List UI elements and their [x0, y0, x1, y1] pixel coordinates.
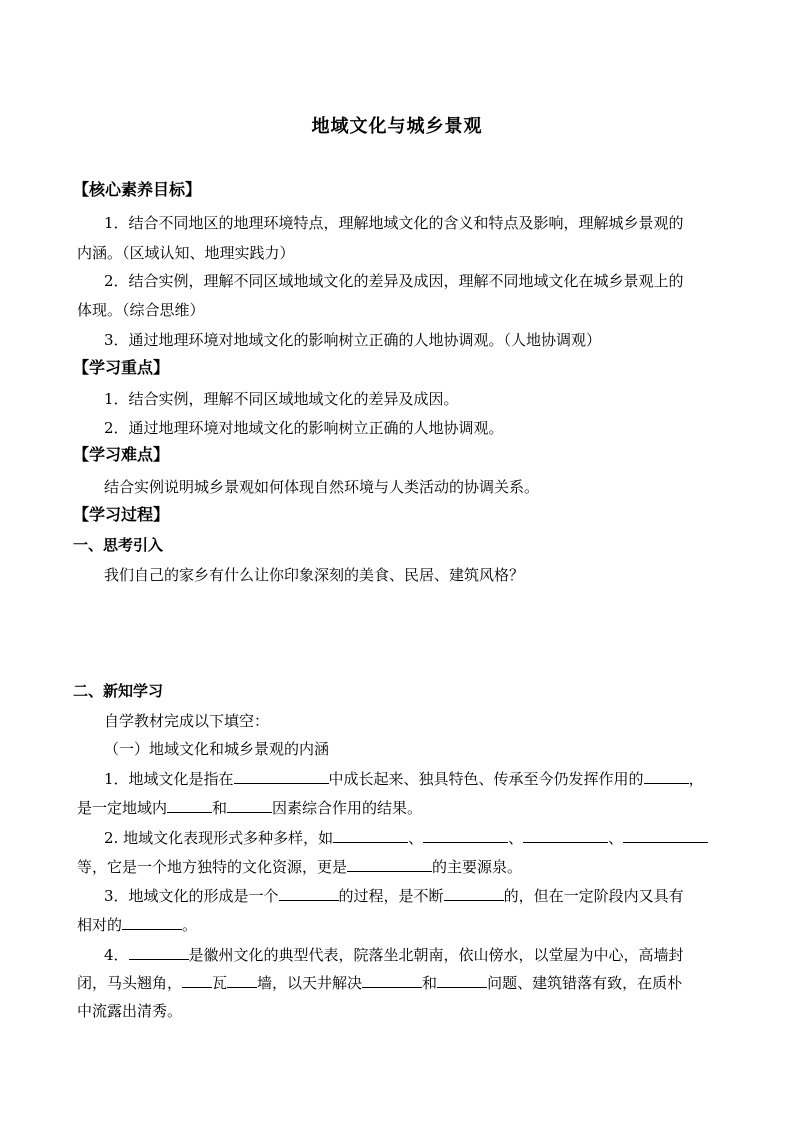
blank[interactable] — [362, 973, 422, 988]
blank[interactable] — [279, 886, 339, 901]
goal-1: 1．结合不同地区的地理环境特点，理解地域文化的含义和特点及影响，理解城乡景观的 — [104, 214, 684, 232]
key-point-2: 2．通过地理环境对地域文化的影响树立正确的人地协调观。 — [104, 419, 504, 437]
heading-key-points: 【学习重点】 — [73, 358, 170, 377]
blank[interactable] — [227, 973, 257, 988]
key-point-1: 1．结合实例，理解不同区域地域文化的差异及成因。 — [104, 390, 459, 408]
question-3-cont: 相对的 。 — [77, 916, 198, 934]
question-1: 1．地域文化是指在 中成长起来、独具特色、传承至今仍发挥作用的 ， — [104, 770, 704, 788]
blank[interactable] — [182, 973, 212, 988]
blank[interactable] — [644, 769, 689, 784]
goal-2-cont: 体现。（综合思维） — [77, 301, 205, 319]
part1-heading: 一、思考引入 — [73, 536, 164, 554]
blank[interactable] — [437, 973, 487, 988]
goal-3: 3．通过地理环境对地域文化的影响树立正确的人地协调观。（人地协调观） — [104, 331, 602, 349]
part1-text: 我们自己的家乡有什么让你印象深刻的美食、民居、建筑风格？ — [104, 566, 525, 584]
goal-2: 2．结合实例，理解不同区域地域文化的差异及成因，理解不同地域文化在城乡景观上的 — [104, 272, 684, 290]
blank[interactable] — [623, 828, 708, 843]
part2-intro: 自学教材完成以下填空： — [104, 712, 270, 730]
blank[interactable] — [444, 886, 504, 901]
blank[interactable] — [523, 828, 608, 843]
question-4: 4． 是徽州文化的典型代表，院落坐北朝南，依山傍水，以堂屋为中心，高墙封 — [104, 946, 684, 964]
question-1-cont: 是一定地域内 和 因素综合作用的结果。 — [77, 799, 423, 817]
blank[interactable] — [122, 915, 182, 930]
heading-process: 【学习过程】 — [73, 505, 170, 524]
part2-heading: 二、新知学习 — [73, 682, 164, 700]
part2-sub: （一）地域文化和城乡景观的内涵 — [104, 740, 330, 758]
question-2: 2. 地域文化表现形式多种多样，如 、 、 、 — [104, 828, 708, 848]
question-4-cont-2: 中流露出清秀。 — [77, 1002, 183, 1020]
blank[interactable] — [227, 798, 272, 813]
page-title: 地域文化与城乡景观 — [311, 116, 483, 137]
blank[interactable] — [347, 857, 432, 872]
heading-core-goals: 【核心素养目标】 — [73, 180, 202, 199]
question-4-cont: 闭，马头翘角， 瓦 墙，以天井解决 和 问题、建筑错落有致，在质朴 — [77, 974, 683, 992]
question-3: 3．地域文化的形成是一个 的过程，是不断 的，但在一定阶段内又具有 — [104, 887, 684, 905]
blank[interactable] — [167, 798, 212, 813]
blank[interactable] — [423, 828, 508, 843]
blank[interactable] — [129, 945, 189, 960]
blank[interactable] — [333, 828, 408, 843]
question-2-cont: 等，它是一个地方独特的文化资源，更是 的主要源泉。 — [77, 858, 523, 876]
goal-1-cont: 内涵。（区域认知、地理实践力） — [77, 244, 295, 262]
difficult-point-1: 结合实例说明城乡景观如何体现自然环境与人类活动的协调关系。 — [104, 478, 540, 496]
blank[interactable] — [234, 769, 329, 784]
heading-difficult-points: 【学习难点】 — [73, 445, 170, 464]
